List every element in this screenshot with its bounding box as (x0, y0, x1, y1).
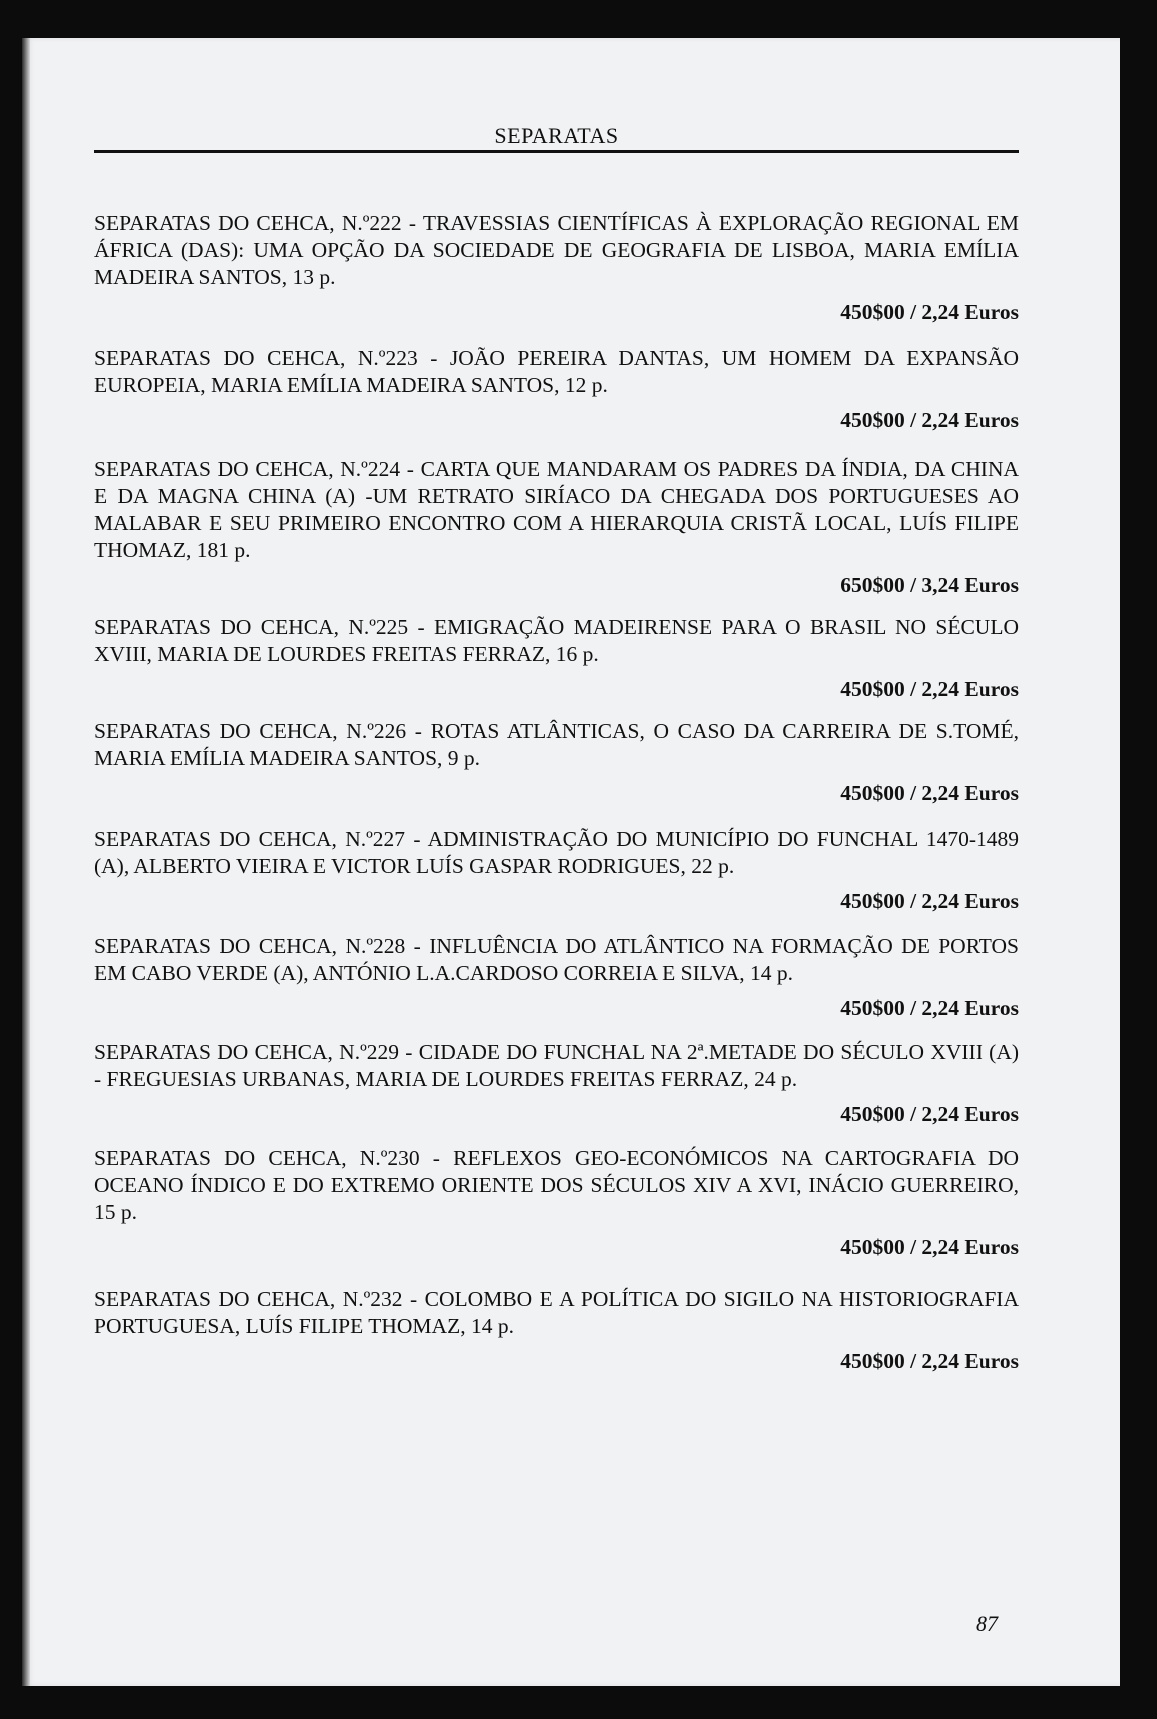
list-item (94, 614, 1019, 703)
list-item (94, 210, 1019, 326)
entry-price: 450$00 / 2,24 Euros (840, 408, 1019, 432)
document-page (22, 38, 1120, 1686)
entry-description: SEPARATAS DO CEHCA, N.º232 - COLOMBO E A POLÍTICA DO SIGILO NA HISTORIOGRAFIA PORTUGUESA, LUÍS FILIPE THOMAZ, 14 p. (94, 1287, 1019, 1338)
entry-description: SEPARATAS DO CEHCA, N.º225 - EMIGRAÇÃO MADEIRENSE PARA O BRASIL NO SÉCULO XVIII, MARIA DE LOURDES FREITAS FERRAZ, 16 p. (94, 615, 1019, 666)
list-item (94, 456, 1019, 599)
entry-description: SEPARATAS DO CEHCA, N.º228 - INFLUÊNCIA DO ATLÂNTICO NA FORMAÇÃO DE PORTOS EM CABO VERDE (A), ANTÓNIO L.A.CARDOSO CORREIA E SILVA, 14 p. (94, 934, 1019, 985)
list-item (94, 1145, 1019, 1261)
entry-description: SEPARATAS DO CEHCA, N.º223 - JOÃO PEREIRA DANTAS, UM HOMEM DA EXPANSÃO EUROPEIA, MARIA EMÍLIA MADEIRA SANTOS, 12 p. (94, 346, 1019, 397)
entry-price: 450$00 / 2,24 Euros (840, 300, 1019, 324)
entry-price: 450$00 / 2,24 Euros (840, 996, 1019, 1020)
page-spine-shadow (22, 38, 30, 1686)
entry-description: SEPARATAS DO CEHCA, N.º222 - TRAVESSIAS CIENTÍFICAS À EXPLORAÇÃO REGIONAL EM ÁFRICA (DAS): UMA OPÇÃO DA SOCIEDADE DE GEOGRAFIA DE LISBOA, MARIA EMÍLIA MADEIRA SANTOS, 13 p. (94, 211, 1019, 289)
entry-list (94, 210, 1019, 1375)
entry-price: 450$00 / 2,24 Euros (840, 1235, 1019, 1259)
list-item (94, 1286, 1019, 1375)
header-rule (94, 150, 1019, 153)
entry-price: 450$00 / 2,24 Euros (840, 1102, 1019, 1126)
entry-price: 450$00 / 2,24 Euros (840, 781, 1019, 805)
entry-description: SEPARATAS DO CEHCA, N.º226 - ROTAS ATLÂNTICAS, O CASO DA CARREIRA DE S.TOMÉ, MARIA EMÍLIA MADEIRA SANTOS, 9 p. (94, 719, 1019, 770)
entry-price: 450$00 / 2,24 Euros (840, 1349, 1019, 1373)
list-item (94, 1039, 1019, 1128)
list-item (94, 826, 1019, 915)
entry-price: 450$00 / 2,24 Euros (840, 889, 1019, 913)
entry-description: SEPARATAS DO CEHCA, N.º227 - ADMINISTRAÇÃO DO MUNICÍPIO DO FUNCHAL 1470-1489 (A), ALBERTO VIEIRA E VICTOR LUÍS GASPAR RODRIGUES, 22 p. (94, 827, 1019, 878)
entry-description: SEPARATAS DO CEHCA, N.º229 - CIDADE DO FUNCHAL NA 2ª.METADE DO SÉCULO XVIII (A) - FREGUESIAS URBANAS, MARIA DE LOURDES FREITAS FERRAZ, 24 p. (94, 1040, 1019, 1091)
entry-price: 650$00 / 3,24 Euros (840, 573, 1019, 597)
entry-description: SEPARATAS DO CEHCA, N.º224 - CARTA QUE MANDARAM OS PADRES DA ÍNDIA, DA CHINA E DA MAGNA CHINA (A) -UM RETRATO SIRÍACO DA CHEGADA DOS PORTUGUESES AO MALABAR E SEU PRIMEIRO ENCONTRO COM A HIERARQUIA CRISTÃ LOCAL, LUÍS FILIPE THOMAZ, 181 p. (94, 457, 1019, 562)
entry-price: 450$00 / 2,24 Euros (840, 677, 1019, 701)
entry-description: SEPARATAS DO CEHCA, N.º230 - REFLEXOS GEO-ECONÓMICOS NA CARTOGRAFIA DO OCEANO ÍNDICO E DO EXTREMO ORIENTE DOS SÉCULOS XIV A XVI, INÁCIO GUERREIRO, 15 p. (94, 1146, 1019, 1224)
running-header: SEPARATAS (494, 123, 619, 148)
list-item (94, 933, 1019, 1022)
list-item (94, 345, 1019, 434)
page-number: 87 (976, 1611, 998, 1636)
list-item (94, 718, 1019, 807)
